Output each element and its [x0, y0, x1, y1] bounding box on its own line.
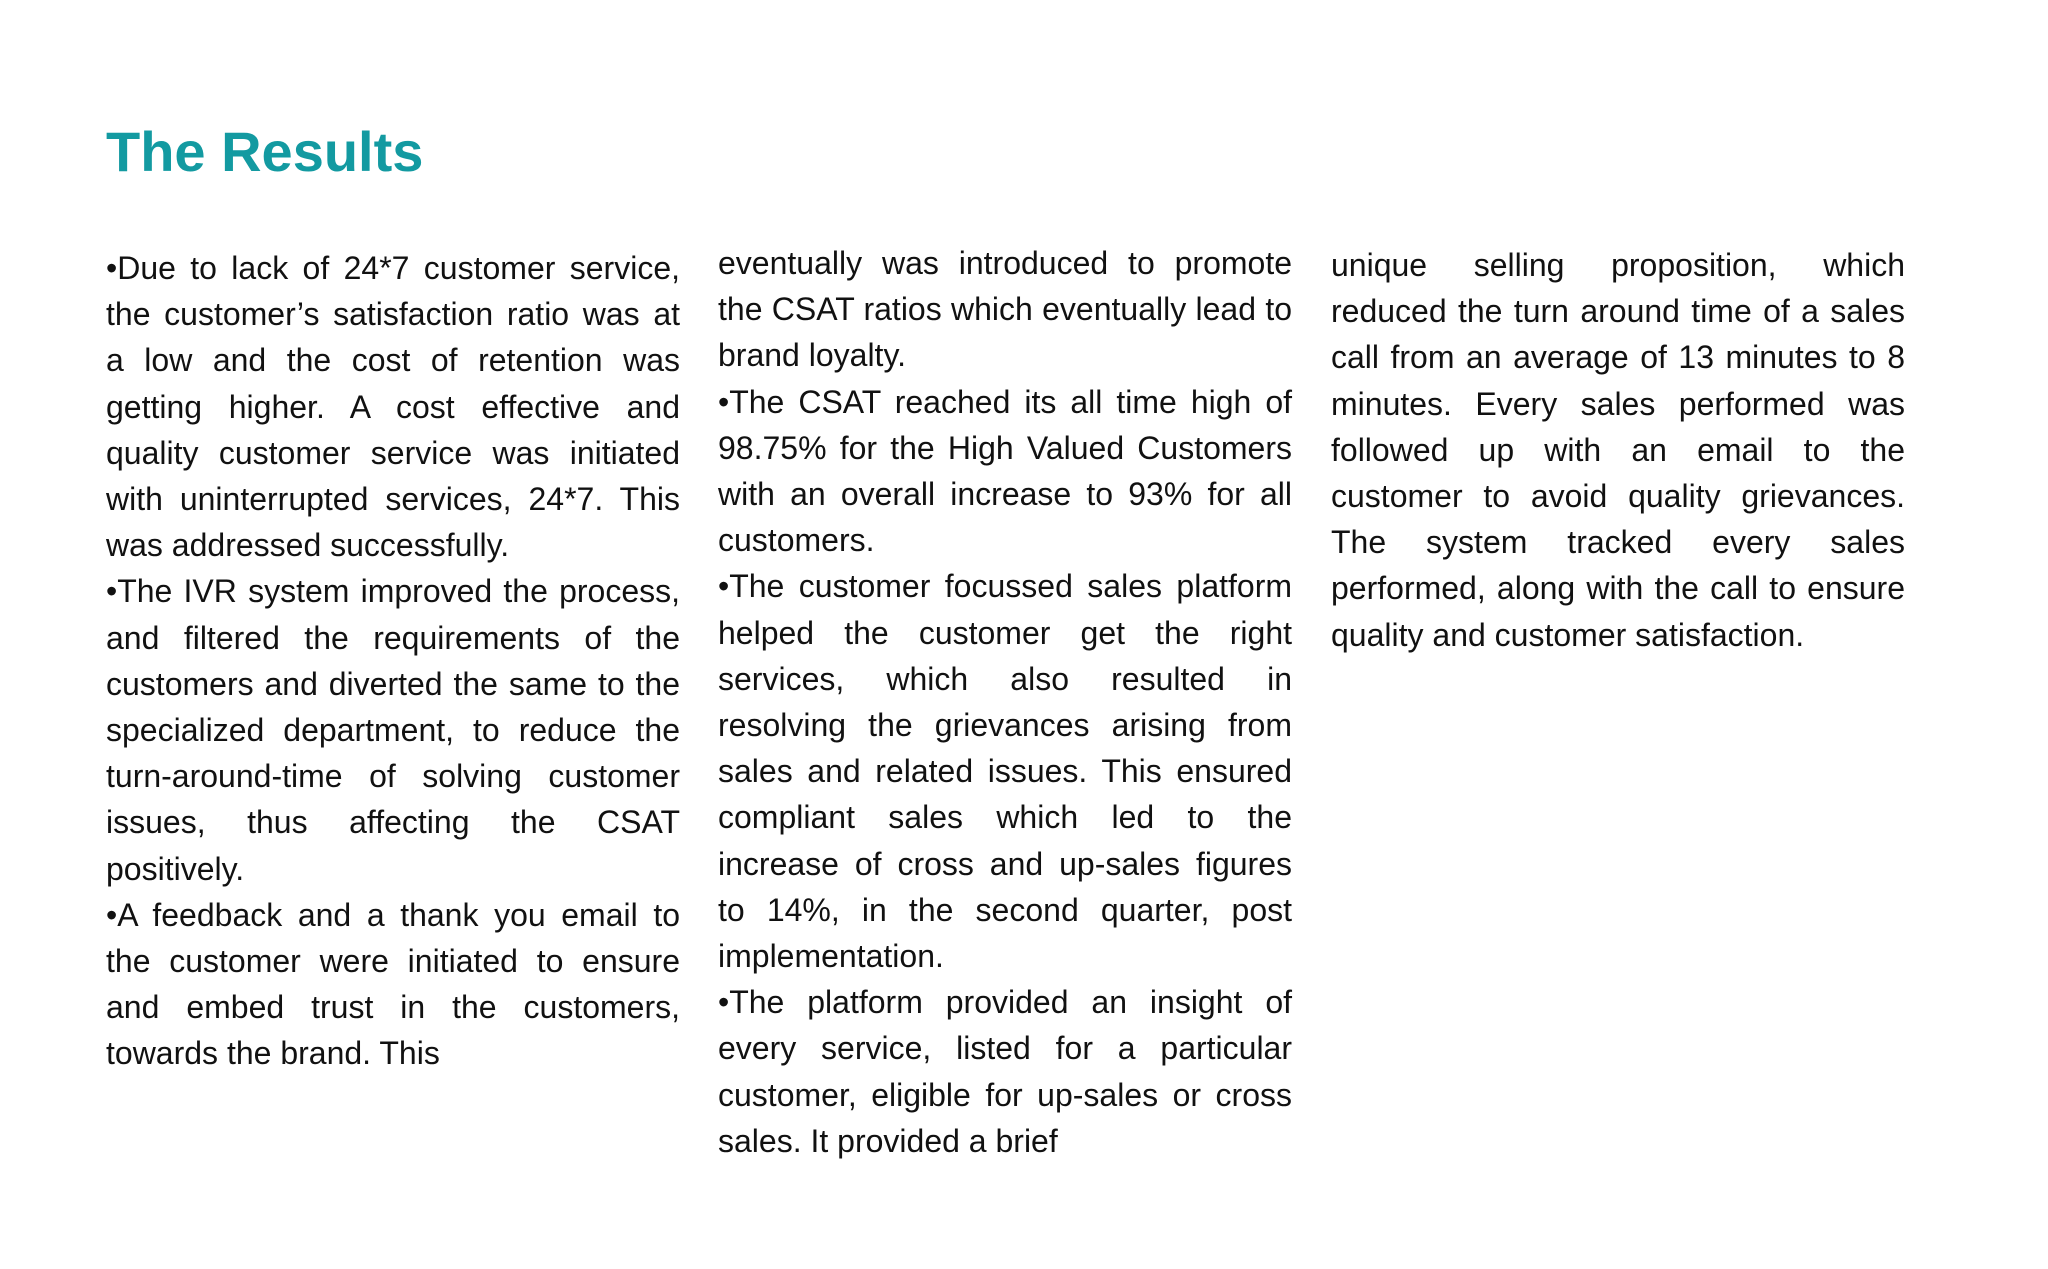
text-column-2 — [718, 240, 1292, 1164]
continued-paragraph: unique selling proposition, which reduced the turn around time of a sales call from an average of 13 minutes to 8 minutes. Every sales performed was followed up with an email to the customer to avoid quality grievances. The system tracked every sales performed, along with the call to ensure quality and customer satisfaction. — [1331, 247, 1905, 653]
bullet-paragraph: •Due to lack of 24*7 customer service, the customer’s satisfaction ratio was at a low and the cost of retention was getting higher. A cost effective and quality customer service was initiated with uninterrupted services, 24*7. This was addressed successfully. — [106, 250, 680, 564]
bullet-paragraph: •A feedback and a thank you email to the customer were initiated to ensure and embed trust in the customers, towards the brand. This — [106, 896, 680, 1072]
slide-title: The Results — [106, 120, 424, 183]
bullet-paragraph: •The CSAT reached its all time high of 98.75% for the High Valued Customers with an overall increase to 93% for all customers. — [718, 383, 1292, 559]
continued-paragraph: eventually was introduced to promote the CSAT ratios which eventually lead to brand loyalty. — [718, 245, 1292, 374]
bullet-paragraph: •The IVR system improved the process, and filtered the requirements of the customers and diverted the same to the specialized department, to reduce the turn-around-time of solving customer issues, thus affecting the CSAT positively. — [106, 573, 680, 887]
text-column-3 — [1331, 242, 1905, 658]
bullet-paragraph: •The customer focussed sales platform helped the customer get the right services, which also resulted in resolving the grievances arising from sales and related issues. This ensured compliant sales which led to the increase of cross and up-sales figures to 14%, in the second quarter, post implementation. — [718, 568, 1292, 975]
text-column-1 — [106, 245, 680, 1077]
bullet-paragraph: •The platform provided an insight of every service, listed for a particular customer, eligible for up-sales or cross sales. It provided a brief — [718, 984, 1292, 1159]
